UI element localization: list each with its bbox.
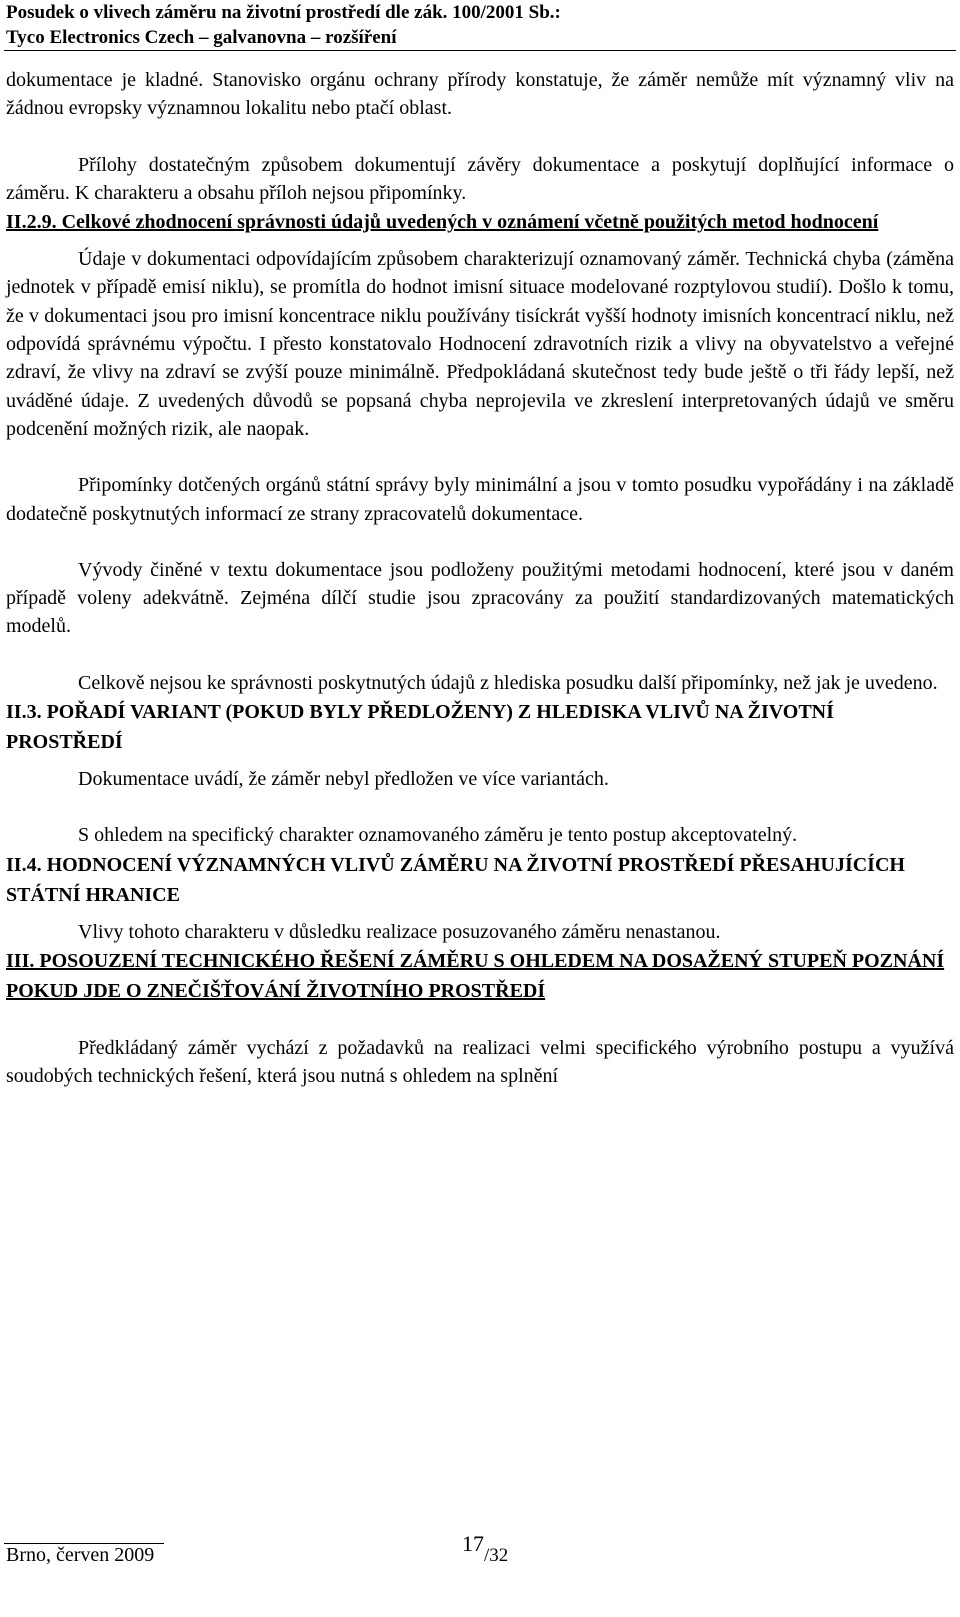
paragraph-celkove: Celkově nejsou ke správnosti poskytnutých údajů z hlediska posudku další připomínky, než jak je uvedeno. <box>78 671 938 694</box>
page-number <box>462 1531 509 1566</box>
paragraph-varianty: Dokumentace uvádí, že záměr nebyl předložen ve více variantách. <box>78 768 609 791</box>
heading-3: III. POSOUZENÍ TECHNICKÉHO ŘEŠENÍ ZÁMĚRU S OHLEDEM NA DOSAŽENÝ STUPEŇ POZNÁNÍ POKUD JDE O ZNEČIŠŤOVÁNÍ ŽIVOTNÍHO PROSTŘEDÍ <box>6 949 945 1002</box>
paragraph-prilohy: Přílohy dostatečným způsobem dokumentují závěry dokumentace a poskytují doplňující informace o záměru. K charakteru a obsahu příloh nejsou připomínky. <box>6 153 954 204</box>
header-line-1: Posudek o vlivech záměru na životní prostředí dle zák. 100/2001 Sb.: <box>6 2 561 23</box>
paragraph-vlivy: Vlivy tohoto charakteru v důsledku realizace posuzovaného záměru nenastanou. <box>78 920 721 943</box>
page-total: /32 <box>484 1545 509 1566</box>
page-current: 17 <box>462 1531 484 1556</box>
header-rule <box>4 50 956 51</box>
heading-2-4: II.4. HODNOCENÍ VÝZNAMNÝCH VLIVŮ ZÁMĚRU NA ŽIVOTNÍ PROSTŘEDÍ PŘESAHUJÍCÍCH STÁTNÍ HRANICE <box>6 853 905 906</box>
header-line-2: Tyco Electronics Czech – galvanovna – rozšíření <box>6 27 397 48</box>
paragraph-predkladany: Předkládaný záměr vychází z požadavků na realizaci velmi specifického výrobního postupu a využívá soudobých technických řešení, která jsou nutná s ohledem na splnění <box>6 1036 954 1088</box>
paragraph-udaje: Údaje v dokumentaci odpovídajícím způsobem charakterizují oznamovaný záměr. Technická chyba (záměna jednotek v případě emisí niklu), se promítla do hodnot imisní situace modelované rozptylovou studií). Došlo k tomu, že v dokumentaci jsou pro imisní koncentrace niklu používány tisíckrát vyšší hodnoty imisních koncentrací niklu, než odpovídá správnému výpočtu. I přesto konstatovalo Hodnocení zdravotních rizik a vlivy na obyvatelstvo a veřejné zdraví, že vlivy na zdraví se zvýší pouze minimálně. Předpokládaná skutečnost tedy bude ještě o tři řády lepší, než uváděné údaje. Z uvedených důvodů se popsaná chyba neprojevila ve zkreslení interpretovaných údajů ve směru podcenění možných rizik, ale naopak. <box>6 248 954 440</box>
paragraph-pripominky: Připomínky dotčených orgánů státní správy byly minimální a jsou v tomto posudku vypořádány i na základě dodatečně poskytnutých informací ze strany zpracovatelů dokumentace. <box>6 474 954 525</box>
page-body <box>6 66 954 1091</box>
paragraph-akceptovatelny: S ohledem na specifický charakter oznamovaného záměru je tento postup akceptovatelný. <box>78 824 798 847</box>
paragraph-vyvody: Vývody činěné v textu dokumentace jsou podloženy použitými metodami hodnocení, které jsou v daném případě voleny adekvátně. Zejména dílčí studie jsou zpracovány za použití standardizovaných matematických modelů. <box>6 558 954 638</box>
heading-2-3: II.3. POŘADÍ VARIANT (POKUD BYLY PŘEDLOŽENY) Z HLEDISKA VLIVŮ NA ŽIVOTNÍ PROSTŘEDÍ <box>6 701 834 754</box>
paragraph-continued: dokumentace je kladné. Stanovisko orgánu ochrany přírody konstatuje, že záměr nemůže mít významný vliv na žádnou evropsky významnou lokalitu nebo ptačí oblast. <box>6 69 954 120</box>
footer-place-date: Brno, červen 2009 <box>6 1544 155 1566</box>
heading-2-2-9: II.2.9. Celkové zhodnocení správnosti údajů uvedených v oznámení včetně použitých metod hodnocení <box>6 211 879 234</box>
running-header <box>6 0 954 50</box>
